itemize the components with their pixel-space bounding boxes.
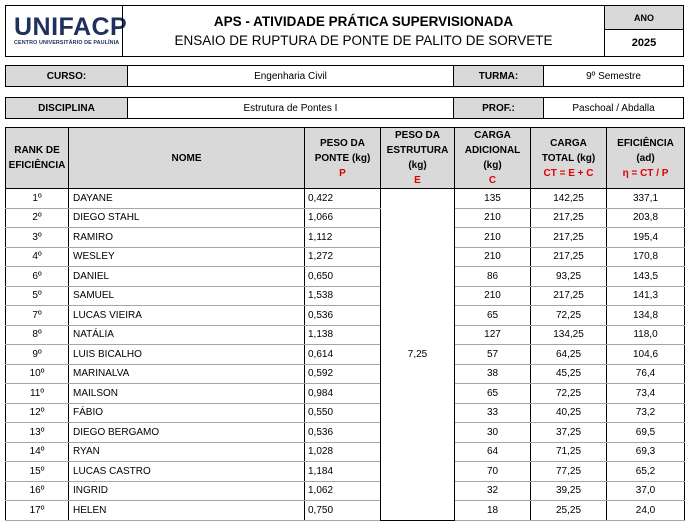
peso-ponte-cell: 1,112 xyxy=(305,228,381,248)
table-row xyxy=(6,247,685,267)
peso-ponte-cell: 0,536 xyxy=(305,306,381,326)
eficiencia-cell: 73,2 xyxy=(607,403,685,423)
col-eficiencia xyxy=(607,128,685,189)
peso-ponte-cell: 0,750 xyxy=(305,501,381,521)
table-row xyxy=(6,345,685,365)
eficiencia-cell: 118,0 xyxy=(607,325,685,345)
carga-adicional-cell: 18 xyxy=(455,501,531,521)
name-cell: DAYANE xyxy=(69,189,305,209)
peso-ponte-cell: 0,614 xyxy=(305,345,381,365)
ano-value: 2025 xyxy=(604,29,684,57)
carga-total-cell: 25,25 xyxy=(531,501,607,521)
rank-cell: 17º xyxy=(6,501,69,521)
eficiencia-cell: 170,8 xyxy=(607,247,685,267)
peso-ponte-cell: 0,550 xyxy=(305,403,381,423)
prof-label: PROF.: xyxy=(453,97,544,119)
col-peso-estrutura-formula: E xyxy=(414,175,421,186)
eficiencia-cell: 134,8 xyxy=(607,306,685,326)
carga-adicional-cell: 65 xyxy=(455,306,531,326)
table-row xyxy=(6,384,685,404)
name-cell: HELEN xyxy=(69,501,305,521)
table-row xyxy=(6,228,685,248)
eficiencia-cell: 24,0 xyxy=(607,501,685,521)
table-row xyxy=(6,403,685,423)
rank-cell: 9º xyxy=(6,345,69,365)
table-row xyxy=(6,325,685,345)
peso-ponte-cell: 0,536 xyxy=(305,423,381,443)
rank-cell: 8º xyxy=(6,325,69,345)
eficiencia-cell: 337,1 xyxy=(607,189,685,209)
carga-total-cell: 72,25 xyxy=(531,384,607,404)
carga-adicional-cell: 65 xyxy=(455,384,531,404)
carga-total-cell: 217,25 xyxy=(531,208,607,228)
turma-value: 9º Semestre xyxy=(543,65,684,87)
col-nome: NOME xyxy=(69,128,305,189)
carga-adicional-cell: 64 xyxy=(455,442,531,462)
eficiencia-cell: 69,3 xyxy=(607,442,685,462)
carga-total-cell: 134,25 xyxy=(531,325,607,345)
carga-total-cell: 71,25 xyxy=(531,442,607,462)
table-row xyxy=(6,462,685,482)
carga-adicional-cell: 38 xyxy=(455,364,531,384)
logo-subtitle: CENTRO UNIVERSITÁRIO DE PAULÍNIA xyxy=(14,40,120,46)
name-cell: RYAN xyxy=(69,442,305,462)
table-row xyxy=(6,423,685,443)
carga-total-cell: 37,25 xyxy=(531,423,607,443)
peso-ponte-cell: 1,062 xyxy=(305,481,381,501)
prof-value: Paschoal / Abdalla xyxy=(543,97,684,119)
carga-adicional-cell: 57 xyxy=(455,345,531,365)
carga-total-cell: 142,25 xyxy=(531,189,607,209)
table-row xyxy=(6,286,685,306)
eficiencia-cell: 69,5 xyxy=(607,423,685,443)
col-peso-ponte-label: PESO DA PONTE (kg) xyxy=(314,137,371,164)
logo-box xyxy=(5,5,128,57)
carga-total-cell: 64,25 xyxy=(531,345,607,365)
col-carga-adicional xyxy=(455,128,531,189)
eficiencia-cell: 143,5 xyxy=(607,267,685,287)
col-carga-adicional-label: CARGA ADICIONAL (kg) xyxy=(464,130,521,171)
eficiencia-cell: 203,8 xyxy=(607,208,685,228)
rank-cell: 11º xyxy=(6,384,69,404)
name-cell: LUIS BICALHO xyxy=(69,345,305,365)
peso-estrutura-cell: 7,25 xyxy=(381,189,455,521)
disciplina-label: DISCIPLINA xyxy=(5,97,128,119)
rank-cell: 4º xyxy=(6,247,69,267)
col-eficiencia-label: EFICIÊNCIA (ad) xyxy=(617,137,674,164)
table-row xyxy=(6,189,685,209)
peso-ponte-cell: 0,422 xyxy=(305,189,381,209)
curso-value: Engenharia Civil xyxy=(127,65,454,87)
table-row xyxy=(6,442,685,462)
peso-ponte-cell: 1,184 xyxy=(305,462,381,482)
carga-adicional-cell: 30 xyxy=(455,423,531,443)
peso-ponte-cell: 0,984 xyxy=(305,384,381,404)
name-cell: DANIEL xyxy=(69,267,305,287)
carga-total-cell: 39,25 xyxy=(531,481,607,501)
page-subtitle: ENSAIO DE RUPTURA DE PONTE DE PALITO DE SORVETE xyxy=(174,33,553,48)
name-cell: MARINALVA xyxy=(69,364,305,384)
peso-ponte-cell: 1,538 xyxy=(305,286,381,306)
carga-adicional-cell: 33 xyxy=(455,403,531,423)
table-row xyxy=(6,208,685,228)
col-carga-total xyxy=(531,128,607,189)
carga-total-cell: 217,25 xyxy=(531,228,607,248)
name-cell: SAMUEL xyxy=(69,286,305,306)
col-eficiencia-formula: η = CT / P xyxy=(622,167,669,179)
carga-adicional-cell: 210 xyxy=(455,247,531,267)
carga-adicional-cell: 70 xyxy=(455,462,531,482)
rank-cell: 13º xyxy=(6,423,69,443)
carga-adicional-cell: 86 xyxy=(455,267,531,287)
rank-cell: 3º xyxy=(6,228,69,248)
eficiencia-cell: 37,0 xyxy=(607,481,685,501)
carga-total-cell: 45,25 xyxy=(531,364,607,384)
name-cell: DIEGO BERGAMO xyxy=(69,423,305,443)
rank-cell: 2º xyxy=(6,208,69,228)
table-row xyxy=(6,267,685,287)
name-cell: FÁBIO xyxy=(69,403,305,423)
peso-ponte-cell: 1,138 xyxy=(305,325,381,345)
peso-ponte-cell: 0,592 xyxy=(305,364,381,384)
carga-total-cell: 217,25 xyxy=(531,286,607,306)
table-header-row xyxy=(6,128,685,189)
col-peso-ponte-formula: P xyxy=(339,167,346,179)
rank-cell: 7º xyxy=(6,306,69,326)
name-cell: WESLEY xyxy=(69,247,305,267)
rank-cell: 14º xyxy=(6,442,69,462)
eficiencia-cell: 73,4 xyxy=(607,384,685,404)
name-cell: MAILSON xyxy=(69,384,305,404)
table-row xyxy=(6,501,685,521)
carga-total-cell: 72,25 xyxy=(531,306,607,326)
name-cell: DIEGO STAHL xyxy=(69,208,305,228)
peso-ponte-cell: 0,650 xyxy=(305,267,381,287)
logo-text: UNIFACP xyxy=(14,13,128,41)
name-cell: LUCAS VIEIRA xyxy=(69,306,305,326)
eficiencia-cell: 104,6 xyxy=(607,345,685,365)
col-carga-total-formula: CT = E + C xyxy=(543,167,594,179)
eficiencia-cell: 65,2 xyxy=(607,462,685,482)
rank-cell: 16º xyxy=(6,481,69,501)
carga-total-cell: 77,25 xyxy=(531,462,607,482)
rank-cell: 5º xyxy=(6,286,69,306)
rank-cell: 10º xyxy=(6,364,69,384)
col-rank: RANK DE EFICIÊNCIA xyxy=(6,128,69,189)
turma-label: TURMA: xyxy=(453,65,544,87)
name-cell: NATÁLIA xyxy=(69,325,305,345)
carga-total-cell: 93,25 xyxy=(531,267,607,287)
curso-label: CURSO: xyxy=(5,65,128,87)
table-row xyxy=(6,306,685,326)
carga-total-cell: 40,25 xyxy=(531,403,607,423)
eficiencia-cell: 141,3 xyxy=(607,286,685,306)
col-peso-ponte xyxy=(305,128,381,189)
peso-ponte-cell: 1,272 xyxy=(305,247,381,267)
name-cell: RAMIRO xyxy=(69,228,305,248)
ano-label: ANO xyxy=(604,5,684,30)
eficiencia-cell: 76,4 xyxy=(607,364,685,384)
carga-adicional-cell: 210 xyxy=(455,228,531,248)
rank-cell: 15º xyxy=(6,462,69,482)
carga-adicional-cell: 127 xyxy=(455,325,531,345)
col-peso-estrutura-label: PESO DA ESTRUTURA (kg) xyxy=(386,130,449,171)
eficiencia-cell: 195,4 xyxy=(607,228,685,248)
carga-adicional-cell: 210 xyxy=(455,286,531,306)
table-row xyxy=(6,364,685,384)
peso-ponte-cell: 1,066 xyxy=(305,208,381,228)
col-carga-total-label: CARGA TOTAL (kg) xyxy=(541,137,596,164)
name-cell: INGRID xyxy=(69,481,305,501)
peso-ponte-cell: 1,028 xyxy=(305,442,381,462)
col-peso-estrutura xyxy=(381,128,455,189)
rank-cell: 1º xyxy=(6,189,69,209)
carga-total-cell: 217,25 xyxy=(531,247,607,267)
name-cell: LUCAS CASTRO xyxy=(69,462,305,482)
title-box xyxy=(122,5,605,57)
carga-adicional-cell: 210 xyxy=(455,208,531,228)
page-title: APS - ATIVIDADE PRÁTICA SUPERVISIONADA xyxy=(213,14,514,29)
rank-cell: 6º xyxy=(6,267,69,287)
carga-adicional-cell: 135 xyxy=(455,189,531,209)
results-table xyxy=(5,127,685,521)
disciplina-value: Estrutura de Pontes I xyxy=(127,97,454,119)
carga-adicional-cell: 32 xyxy=(455,481,531,501)
rank-cell: 12º xyxy=(6,403,69,423)
col-carga-adicional-formula: C xyxy=(488,175,497,186)
table-row xyxy=(6,481,685,501)
